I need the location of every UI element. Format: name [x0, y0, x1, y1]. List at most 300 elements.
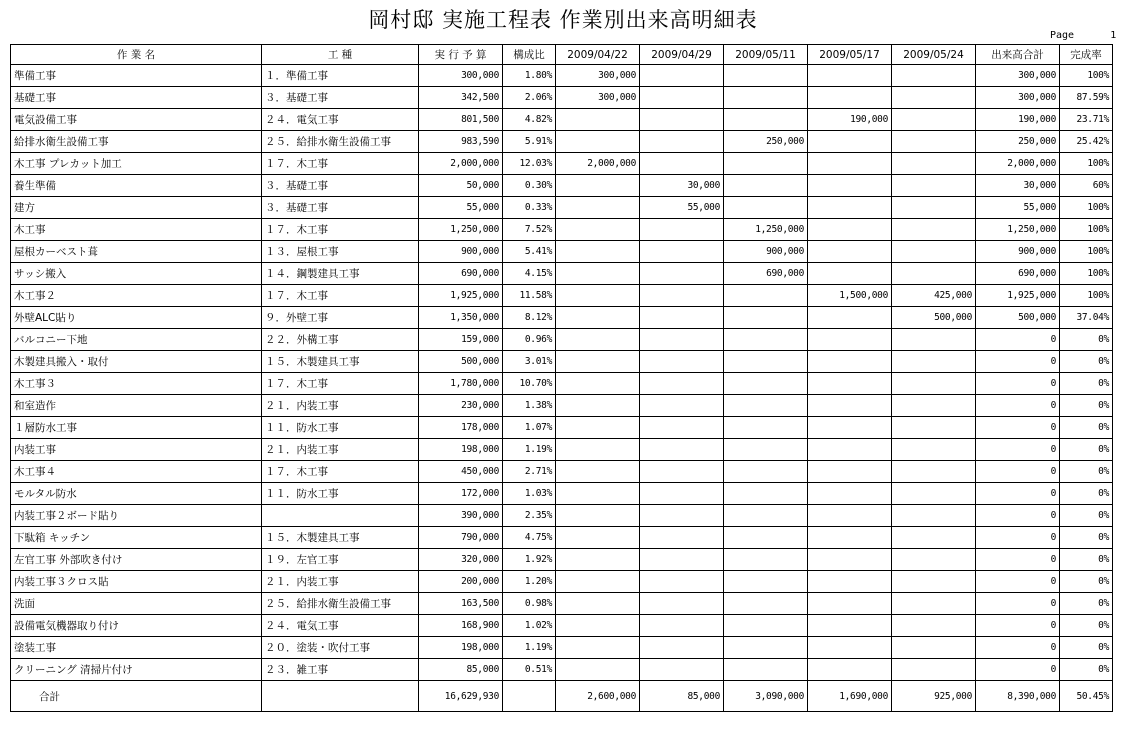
cell-progress-total: 0 — [976, 329, 1060, 351]
cell-budget: 500,000 — [419, 351, 503, 373]
header-progress-total: 出来高合計 — [976, 45, 1060, 65]
cell-completion-rate: 100% — [1060, 263, 1113, 285]
cell-task-name: 木工事 プレカット加工 — [11, 153, 262, 175]
table-row — [11, 461, 1113, 483]
cell-progress-total: 900,000 — [976, 241, 1060, 263]
cell-budget: 163,500 — [419, 593, 503, 615]
cell-progress-total: 0 — [976, 593, 1060, 615]
cell-date-0524 — [892, 593, 976, 615]
cell-ratio: 1.80% — [503, 65, 556, 87]
header-budget: 実 行 予 算 — [419, 45, 503, 65]
cell-progress-total: 0 — [976, 373, 1060, 395]
cell-date-0511 — [724, 153, 808, 175]
cell-task-name: モルタル防水 — [11, 483, 262, 505]
cell-budget: 172,000 — [419, 483, 503, 505]
cell-progress-total: 0 — [976, 395, 1060, 417]
cell-task-name: 内装工事２ボード貼り — [11, 505, 262, 527]
cell-completion-rate: 0% — [1060, 329, 1113, 351]
cell-ratio: 4.15% — [503, 263, 556, 285]
cell-completion-rate: 87.59% — [1060, 87, 1113, 109]
cell-completion-rate: 0% — [1060, 439, 1113, 461]
cell-date-0422 — [556, 109, 640, 131]
cell-progress-total: 0 — [976, 527, 1060, 549]
cell-task-name: 塗装工事 — [11, 637, 262, 659]
cell-date-0524 — [892, 505, 976, 527]
cell-date-0429 — [640, 439, 724, 461]
table-row — [11, 87, 1113, 109]
cell-date-0422 — [556, 527, 640, 549]
cell-progress-total: 0 — [976, 461, 1060, 483]
cell-date-0511 — [724, 549, 808, 571]
cell-task-name: 内装工事３クロス貼 — [11, 571, 262, 593]
cell-task-name: 洗面 — [11, 593, 262, 615]
cell-ratio: 7.52% — [503, 219, 556, 241]
cell-completion-rate: 100% — [1060, 219, 1113, 241]
cell-task-name: 和室造作 — [11, 395, 262, 417]
cell-ratio: 2.35% — [503, 505, 556, 527]
cell-date-0517 — [808, 439, 892, 461]
cell-date-0422 — [556, 197, 640, 219]
cell-progress-total: 0 — [976, 351, 1060, 373]
cell-completion-rate: 60% — [1060, 175, 1113, 197]
cell-progress-total: 250,000 — [976, 131, 1060, 153]
cell-ratio: 1.38% — [503, 395, 556, 417]
cell-ratio: 4.82% — [503, 109, 556, 131]
cell-task-name: １層防水工事 — [11, 417, 262, 439]
cell-date-0429 — [640, 637, 724, 659]
header-completion-rate: 完成率 — [1060, 45, 1113, 65]
cell-date-0511 — [724, 109, 808, 131]
cell-date-0524 — [892, 219, 976, 241]
cell-date-0422 — [556, 351, 640, 373]
table-row — [11, 505, 1113, 527]
table-row — [11, 395, 1113, 417]
cell-budget: 1,780,000 — [419, 373, 503, 395]
cell-date-0511 — [724, 87, 808, 109]
cell-date-0429 — [640, 329, 724, 351]
cell-date-0429 — [640, 417, 724, 439]
header-ratio: 構成比 — [503, 45, 556, 65]
cell-progress-total: 300,000 — [976, 87, 1060, 109]
table-row — [11, 197, 1113, 219]
cell-date-0422 — [556, 241, 640, 263]
cell-date-0422 — [556, 417, 640, 439]
cell-task-name: サッシ搬入 — [11, 263, 262, 285]
cell-work-type: ２１．内装工事 — [262, 395, 419, 417]
cell-date-0524 — [892, 571, 976, 593]
cell-date-0429 — [640, 109, 724, 131]
cell-date-0422 — [556, 395, 640, 417]
cell-budget: 1,925,000 — [419, 285, 503, 307]
cell-task-name: 木工事３ — [11, 373, 262, 395]
cell-progress-total: 0 — [976, 637, 1060, 659]
cell-progress-total: 2,000,000 — [976, 153, 1060, 175]
cell-work-type: ９．外壁工事 — [262, 307, 419, 329]
cell-date-0429 — [640, 527, 724, 549]
cell-date-0517 — [808, 593, 892, 615]
table-body — [11, 65, 1113, 712]
header-work-type: 工 種 — [262, 45, 419, 65]
header-date-0422: 2009/04/22 — [556, 45, 640, 65]
cell-work-type: １７．木工事 — [262, 373, 419, 395]
cell-date-0422 — [556, 329, 640, 351]
cell-budget: 801,500 — [419, 109, 503, 131]
cell-date-0511 — [724, 527, 808, 549]
table-row — [11, 615, 1113, 637]
cell-date-0524 — [892, 395, 976, 417]
cell-completion-rate: 100% — [1060, 241, 1113, 263]
cell-work-type — [262, 681, 419, 712]
total-row — [11, 681, 1113, 712]
cell-task-name: バルコニー下地 — [11, 329, 262, 351]
cell-date-0524 — [892, 131, 976, 153]
cell-work-type: １７．木工事 — [262, 285, 419, 307]
cell-date-0429 — [640, 483, 724, 505]
table-row — [11, 307, 1113, 329]
cell-budget: 198,000 — [419, 637, 503, 659]
cell-date-0524 — [892, 175, 976, 197]
cell-ratio: 5.91% — [503, 131, 556, 153]
cell-date-0422 — [556, 593, 640, 615]
cell-date-0511 — [724, 175, 808, 197]
cell-completion-rate: 0% — [1060, 571, 1113, 593]
cell-date-0422 — [556, 373, 640, 395]
cell-date-0511 — [724, 637, 808, 659]
header-row — [11, 45, 1113, 65]
cell-date-0524 — [892, 483, 976, 505]
cell-date-0511 — [724, 571, 808, 593]
cell-date-0429 — [640, 461, 724, 483]
cell-ratio: 0.30% — [503, 175, 556, 197]
cell-date-0422 — [556, 263, 640, 285]
table-row — [11, 637, 1113, 659]
cell-date-0511 — [724, 373, 808, 395]
cell-budget: 450,000 — [419, 461, 503, 483]
cell-date-0511 — [724, 439, 808, 461]
cell-date-0517 — [808, 219, 892, 241]
cell-date-0517 — [808, 505, 892, 527]
cell-date-0517 — [808, 175, 892, 197]
cell-task-name: 給排水衛生設備工事 — [11, 131, 262, 153]
table-row — [11, 109, 1113, 131]
header-date-0429: 2009/04/29 — [640, 45, 724, 65]
table-row — [11, 659, 1113, 681]
cell-date-0511 — [724, 395, 808, 417]
cell-date-0422 — [556, 131, 640, 153]
cell-date-0422 — [556, 219, 640, 241]
cell-date-0524 — [892, 241, 976, 263]
cell-date-0429 — [640, 219, 724, 241]
cell-task-name: 木工事 — [11, 219, 262, 241]
cell-budget: 85,000 — [419, 659, 503, 681]
cell-date-0524 — [892, 351, 976, 373]
cell-date-0524 — [892, 417, 976, 439]
cell-budget: 198,000 — [419, 439, 503, 461]
cell-date-0517 — [808, 197, 892, 219]
cell-budget: 230,000 — [419, 395, 503, 417]
cell-date-0422 — [556, 439, 640, 461]
cell-progress-total: 30,000 — [976, 175, 1060, 197]
cell-date-0429 — [640, 373, 724, 395]
cell-date-0524 — [892, 373, 976, 395]
cell-budget: 342,500 — [419, 87, 503, 109]
cell-progress-total: 190,000 — [976, 109, 1060, 131]
cell-date-0517: 190,000 — [808, 109, 892, 131]
cell-date-0517 — [808, 307, 892, 329]
cell-date-0511 — [724, 417, 808, 439]
cell-date-0422: 2,600,000 — [556, 681, 640, 712]
cell-date-0517 — [808, 263, 892, 285]
cell-budget: 300,000 — [419, 65, 503, 87]
cell-work-type: １４．鋼製建具工事 — [262, 263, 419, 285]
cell-progress-total: 8,390,000 — [976, 681, 1060, 712]
cell-date-0429 — [640, 307, 724, 329]
cell-date-0422 — [556, 175, 640, 197]
cell-date-0422 — [556, 461, 640, 483]
cell-work-type: １５．木製建具工事 — [262, 351, 419, 373]
cell-date-0524 — [892, 263, 976, 285]
cell-task-name: 外壁ALC貼り — [11, 307, 262, 329]
cell-ratio: 1.03% — [503, 483, 556, 505]
cell-date-0524 — [892, 637, 976, 659]
cell-date-0524 — [892, 329, 976, 351]
cell-work-type: ２０．塗装・吹付工事 — [262, 637, 419, 659]
cell-date-0429 — [640, 241, 724, 263]
cell-date-0422 — [556, 637, 640, 659]
cell-date-0524 — [892, 549, 976, 571]
table-row — [11, 65, 1113, 87]
cell-date-0429 — [640, 395, 724, 417]
cell-work-type: ２５．給排水衛生設備工事 — [262, 131, 419, 153]
cell-date-0524 — [892, 439, 976, 461]
table-row — [11, 549, 1113, 571]
cell-date-0511 — [724, 329, 808, 351]
cell-date-0422: 300,000 — [556, 65, 640, 87]
cell-progress-total: 500,000 — [976, 307, 1060, 329]
table-row — [11, 571, 1113, 593]
cell-ratio: 1.07% — [503, 417, 556, 439]
cell-date-0422 — [556, 615, 640, 637]
cell-date-0422 — [556, 571, 640, 593]
cell-date-0422: 300,000 — [556, 87, 640, 109]
cell-date-0511: 1,250,000 — [724, 219, 808, 241]
cell-progress-total: 0 — [976, 615, 1060, 637]
table-row — [11, 439, 1113, 461]
cell-date-0524 — [892, 65, 976, 87]
cell-date-0511 — [724, 659, 808, 681]
cell-ratio: 0.96% — [503, 329, 556, 351]
cell-budget: 200,000 — [419, 571, 503, 593]
cell-work-type: １９．左官工事 — [262, 549, 419, 571]
cell-date-0422: 2,000,000 — [556, 153, 640, 175]
table-row — [11, 285, 1113, 307]
cell-ratio: 3.01% — [503, 351, 556, 373]
cell-completion-rate: 25.42% — [1060, 131, 1113, 153]
cell-date-0517 — [808, 395, 892, 417]
cell-date-0524 — [892, 197, 976, 219]
cell-date-0429 — [640, 351, 724, 373]
cell-task-name: 準備工事 — [11, 65, 262, 87]
cell-date-0429 — [640, 153, 724, 175]
cell-date-0517 — [808, 241, 892, 263]
progress-table — [10, 44, 1113, 712]
header-date-0524: 2009/05/24 — [892, 45, 976, 65]
cell-date-0511: 3,090,000 — [724, 681, 808, 712]
table-header — [11, 45, 1113, 65]
cell-work-type: ３．基礎工事 — [262, 87, 419, 109]
cell-date-0517: 1,500,000 — [808, 285, 892, 307]
cell-date-0524 — [892, 615, 976, 637]
cell-progress-total: 0 — [976, 549, 1060, 571]
cell-work-type: ２４．電気工事 — [262, 615, 419, 637]
cell-date-0429 — [640, 285, 724, 307]
cell-ratio: 0.98% — [503, 593, 556, 615]
cell-task-name: クリーニング 清掃片付け — [11, 659, 262, 681]
cell-work-type: ３．基礎工事 — [262, 197, 419, 219]
cell-work-type: ２３．雑工事 — [262, 659, 419, 681]
cell-budget: 50,000 — [419, 175, 503, 197]
cell-date-0524 — [892, 659, 976, 681]
cell-ratio: 10.70% — [503, 373, 556, 395]
cell-date-0511: 900,000 — [724, 241, 808, 263]
cell-ratio: 8.12% — [503, 307, 556, 329]
cell-date-0422 — [556, 307, 640, 329]
cell-work-type: １７．木工事 — [262, 153, 419, 175]
cell-date-0517 — [808, 659, 892, 681]
cell-progress-total: 55,000 — [976, 197, 1060, 219]
cell-progress-total: 0 — [976, 417, 1060, 439]
cell-ratio: 1.02% — [503, 615, 556, 637]
cell-task-name: 屋根カーベスト葺 — [11, 241, 262, 263]
cell-date-0511: 250,000 — [724, 131, 808, 153]
cell-ratio: 1.19% — [503, 637, 556, 659]
cell-completion-rate: 0% — [1060, 461, 1113, 483]
cell-date-0517 — [808, 351, 892, 373]
cell-date-0511 — [724, 307, 808, 329]
cell-date-0511 — [724, 615, 808, 637]
cell-date-0429 — [640, 87, 724, 109]
cell-budget: 168,900 — [419, 615, 503, 637]
cell-completion-rate: 0% — [1060, 593, 1113, 615]
table-row — [11, 483, 1113, 505]
cell-budget: 55,000 — [419, 197, 503, 219]
cell-task-name: 合計 — [11, 681, 262, 712]
cell-date-0422 — [556, 659, 640, 681]
cell-ratio: 11.58% — [503, 285, 556, 307]
page-indicator — [1050, 30, 1116, 41]
cell-date-0511 — [724, 461, 808, 483]
cell-progress-total: 0 — [976, 439, 1060, 461]
cell-work-type: １７．木工事 — [262, 219, 419, 241]
cell-budget: 320,000 — [419, 549, 503, 571]
cell-date-0422 — [556, 549, 640, 571]
cell-budget: 159,000 — [419, 329, 503, 351]
cell-date-0524: 425,000 — [892, 285, 976, 307]
cell-date-0429 — [640, 505, 724, 527]
cell-date-0517 — [808, 153, 892, 175]
cell-ratio — [503, 681, 556, 712]
cell-date-0517 — [808, 615, 892, 637]
cell-budget: 1,250,000 — [419, 219, 503, 241]
cell-date-0517: 1,690,000 — [808, 681, 892, 712]
cell-progress-total: 0 — [976, 483, 1060, 505]
cell-budget: 2,000,000 — [419, 153, 503, 175]
cell-completion-rate: 0% — [1060, 659, 1113, 681]
cell-date-0429: 55,000 — [640, 197, 724, 219]
cell-completion-rate: 0% — [1060, 527, 1113, 549]
cell-work-type: １．準備工事 — [262, 65, 419, 87]
cell-progress-total: 1,925,000 — [976, 285, 1060, 307]
cell-ratio: 0.51% — [503, 659, 556, 681]
cell-completion-rate: 23.71% — [1060, 109, 1113, 131]
table-row — [11, 175, 1113, 197]
cell-date-0429 — [640, 571, 724, 593]
cell-task-name: 内装工事 — [11, 439, 262, 461]
cell-work-type: １７．木工事 — [262, 461, 419, 483]
cell-progress-total: 690,000 — [976, 263, 1060, 285]
cell-ratio: 12.03% — [503, 153, 556, 175]
cell-progress-total: 0 — [976, 659, 1060, 681]
cell-task-name: 木工事４ — [11, 461, 262, 483]
cell-ratio: 4.75% — [503, 527, 556, 549]
cell-date-0429: 85,000 — [640, 681, 724, 712]
cell-work-type: １３．屋根工事 — [262, 241, 419, 263]
cell-date-0429 — [640, 65, 724, 87]
cell-completion-rate: 100% — [1060, 285, 1113, 307]
cell-task-name: 設備電気機器取り付け — [11, 615, 262, 637]
header-date-0511: 2009/05/11 — [724, 45, 808, 65]
cell-date-0524 — [892, 527, 976, 549]
cell-date-0517 — [808, 549, 892, 571]
cell-task-name: 基礎工事 — [11, 87, 262, 109]
header-task-name: 作 業 名 — [11, 45, 262, 65]
cell-completion-rate: 100% — [1060, 153, 1113, 175]
cell-budget: 178,000 — [419, 417, 503, 439]
cell-date-0422 — [556, 505, 640, 527]
cell-date-0429 — [640, 263, 724, 285]
cell-completion-rate: 100% — [1060, 65, 1113, 87]
cell-date-0422 — [556, 285, 640, 307]
cell-task-name: 木製建具搬入・取付 — [11, 351, 262, 373]
cell-budget: 16,629,930 — [419, 681, 503, 712]
cell-completion-rate: 0% — [1060, 395, 1113, 417]
cell-date-0524 — [892, 153, 976, 175]
table-row — [11, 527, 1113, 549]
cell-work-type — [262, 505, 419, 527]
cell-work-type: ２５．給排水衛生設備工事 — [262, 593, 419, 615]
cell-task-name: 左官工事 外部吹き付け — [11, 549, 262, 571]
cell-date-0524 — [892, 109, 976, 131]
table-row — [11, 241, 1113, 263]
cell-date-0524: 925,000 — [892, 681, 976, 712]
cell-ratio: 0.33% — [503, 197, 556, 219]
cell-date-0511 — [724, 285, 808, 307]
cell-completion-rate: 0% — [1060, 483, 1113, 505]
cell-work-type: ２２．外構工事 — [262, 329, 419, 351]
cell-budget: 983,590 — [419, 131, 503, 153]
cell-work-type: １５．木製建具工事 — [262, 527, 419, 549]
cell-completion-rate: 0% — [1060, 351, 1113, 373]
cell-date-0429 — [640, 615, 724, 637]
cell-work-type: ２１．内装工事 — [262, 571, 419, 593]
cell-ratio: 2.06% — [503, 87, 556, 109]
cell-date-0517 — [808, 637, 892, 659]
cell-task-name: 下駄箱 キッチン — [11, 527, 262, 549]
cell-date-0524: 500,000 — [892, 307, 976, 329]
cell-date-0517 — [808, 373, 892, 395]
cell-completion-rate: 0% — [1060, 615, 1113, 637]
table-row — [11, 329, 1113, 351]
